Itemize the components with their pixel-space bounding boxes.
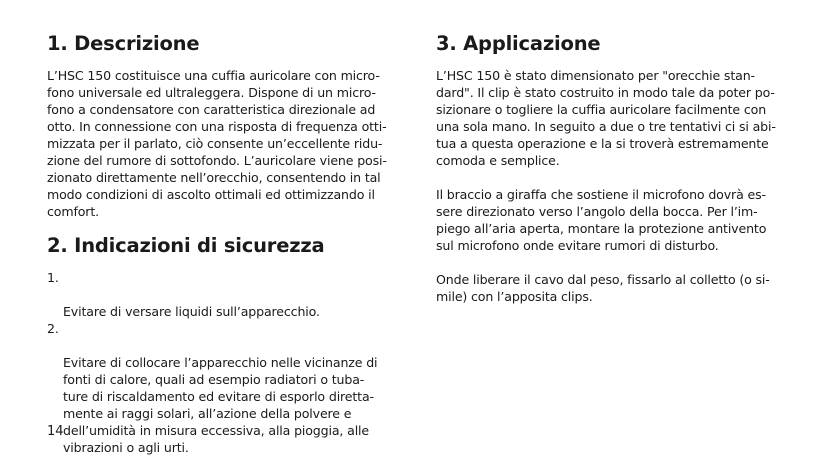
- section-applicazione: [436, 32, 778, 305]
- list-item-number: 2.: [47, 321, 59, 336]
- section-sicurezza: [47, 234, 389, 456]
- list-item-number: 1.: [47, 270, 59, 285]
- section-paragraph: L’HSC 150 è stato dimensionato per "orecchie stan- dard". Il clip è stato costruito in modo tale da poter po- sizionare o togliere la cuffia auricolare facilmente con una sola mano. In seguito a due o tre tentativi ci si abi- tua a questa operazione e la si troverà estremamente comoda e semplice.: [436, 68, 776, 168]
- page-number: 14: [47, 424, 64, 439]
- section-paragraph: L’HSC 150 costituisce una cuffia auricolare con micro- fono universale ed ultraleggera. Dispone di un micro- fono a condensatore con caratteristica direzionale ad otto. In connessione con una risposta di frequenza otti- mizzata per il parlato, ciò consente un’eccellente ridu- zione del rumore di sottofondo. L’auricolare viene posi- zionato direttamente nell’orecchio, consentendo in tal modo condizioni di ascolto ottimali ed ottimizzando il comfort.: [47, 68, 387, 219]
- list-item-text: Evitare di collocare l’apparecchio nelle vicinanze di fonti di calore, quali ad esempio radiatori o tuba- ture di riscaldamento ed evitare di esporlo diretta- mente ai raggi solari, all’azione della polvere e dell’umidità in misura eccessiva, alla pioggia, alle vibrazioni o agli urti.: [63, 355, 378, 455]
- section-heading: 1. Descrizione: [47, 32, 200, 55]
- section-heading: 2. Indicazioni di sicurezza: [47, 234, 325, 257]
- right-column: [436, 32, 778, 305]
- section-heading: 3. Applicazione: [436, 32, 601, 55]
- section-paragraph: Onde liberare il cavo dal peso, fissarlo al colletto (o si- mile) con l’apposita clips.: [436, 272, 770, 304]
- list-item-text: Evitare di versare liquidi sull’apparecchio.: [63, 304, 320, 319]
- section-descrizione: [47, 32, 389, 220]
- list-item: [47, 269, 389, 320]
- list-item: [47, 320, 389, 456]
- left-column: [47, 32, 389, 456]
- safety-list: [47, 269, 389, 456]
- section-paragraph: Il braccio a giraffa che sostiene il microfono dovrà es- sere direzionato verso l’angolo della bocca. Per l’im- piego all’aria aperta, montare la protezione antivento sul microfono onde evitare rumori di disturbo.: [436, 187, 767, 253]
